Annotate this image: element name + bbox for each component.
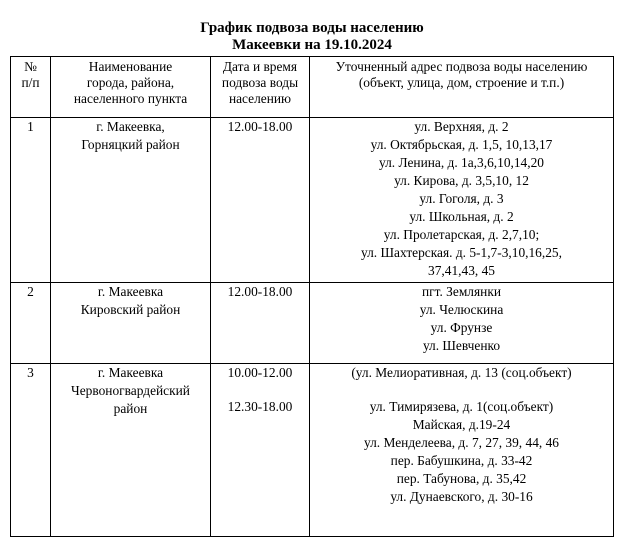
time-line: 12.30-18.00 — [227, 399, 293, 414]
address-line: 37,41,43, 45 — [428, 263, 495, 278]
address-line: (ул. Мелиоративная, д. 13 (соц.объект) — [351, 365, 572, 380]
header-place — [51, 57, 211, 118]
time-line: 12.00-18.00 — [227, 284, 293, 299]
address-line: ул. Шевченко — [422, 338, 501, 353]
header-time — [211, 57, 310, 118]
header-text: № — [24, 59, 37, 74]
header-text: Наименование — [88, 59, 173, 74]
place-line: г. Макеевка — [97, 284, 164, 299]
address-line: Майская, д.19-24 — [412, 417, 511, 432]
place-line: Кировский район — [80, 302, 181, 317]
address-line: ул. Тимирязева, д. 1(соц.объект) — [369, 399, 554, 414]
header-text: населенного пункта — [73, 91, 188, 106]
address-line: ул. Гоголя, д. 3 — [419, 191, 504, 206]
place-line: Червоногвардейский — [71, 383, 190, 398]
address-line: ул. Ленина, д. 1а,3,6,10,14,20 — [378, 155, 544, 170]
header-text: Дата и время — [222, 59, 298, 74]
table-row — [11, 283, 614, 364]
address-line: ул. Челюскина — [419, 302, 504, 317]
place-line: район — [113, 401, 148, 416]
header-number — [11, 57, 51, 118]
table-header-row — [11, 57, 614, 118]
header-text: Уточненный адрес подвоза воды населению — [335, 59, 588, 74]
row-place — [51, 118, 211, 283]
document-title — [0, 20, 624, 54]
header-text: (объект, улица, дом, строение и т.п.) — [358, 75, 565, 90]
row-number: 3 — [11, 364, 51, 537]
row-place — [51, 283, 211, 364]
place-line: г. Макеевка, — [96, 119, 165, 134]
time-line: 12.00-18.00 — [227, 119, 293, 134]
spacer — [211, 382, 309, 398]
place-line: Горняцкий район — [81, 137, 180, 152]
row-address — [310, 283, 614, 364]
address-line: пер. Табунова, д. 35,42 — [396, 471, 527, 486]
title-line-2: Макеевки на 19.10.2024 — [232, 37, 392, 53]
row-time — [211, 283, 310, 364]
address-line: ул. Кирова, д. 3,5,10, 12 — [394, 173, 529, 188]
row-number: 1 — [11, 118, 51, 283]
address-line: ул. Дунаевского, д. 30-16 — [390, 489, 533, 504]
address-line: ул. Школьная, д. 2 — [409, 209, 514, 224]
address-line: ул. Верхняя, д. 2 — [414, 119, 509, 134]
header-text: населению — [228, 91, 292, 106]
address-line: ул. Менделеева, д. 7, 27, 39, 44, 46 — [364, 435, 559, 450]
header-text: подвоза воды — [221, 75, 299, 90]
water-delivery-table — [10, 56, 614, 537]
table-row — [11, 364, 614, 537]
address-line: пгт. Землянки — [421, 284, 501, 299]
place-line: г. Макеевка — [97, 365, 164, 380]
row-time — [211, 364, 310, 537]
header-text: города, района, — [86, 75, 175, 90]
title-line-1: График подвоза воды населению — [200, 20, 424, 36]
address-line: ул. Фрунзе — [430, 320, 493, 335]
address-line: пер. Бабушкина, д. 33-42 — [390, 453, 533, 468]
address-line: ул. Шахтерская. д. 5-1,7-3,10,16,25, — [361, 245, 562, 260]
row-number: 2 — [11, 283, 51, 364]
address-line: ул. Октябрьская, д. 1,5, 10,13,17 — [370, 137, 553, 152]
row-address — [310, 364, 614, 537]
address-line: ул. Пролетарская, д. 2,7,10; — [383, 227, 540, 242]
table-row — [11, 118, 614, 283]
header-address — [310, 57, 614, 118]
spacer — [310, 382, 613, 398]
row-time — [211, 118, 310, 283]
header-text: п/п — [21, 75, 40, 90]
time-line: 10.00-12.00 — [227, 365, 293, 380]
row-place — [51, 364, 211, 537]
row-address — [310, 118, 614, 283]
